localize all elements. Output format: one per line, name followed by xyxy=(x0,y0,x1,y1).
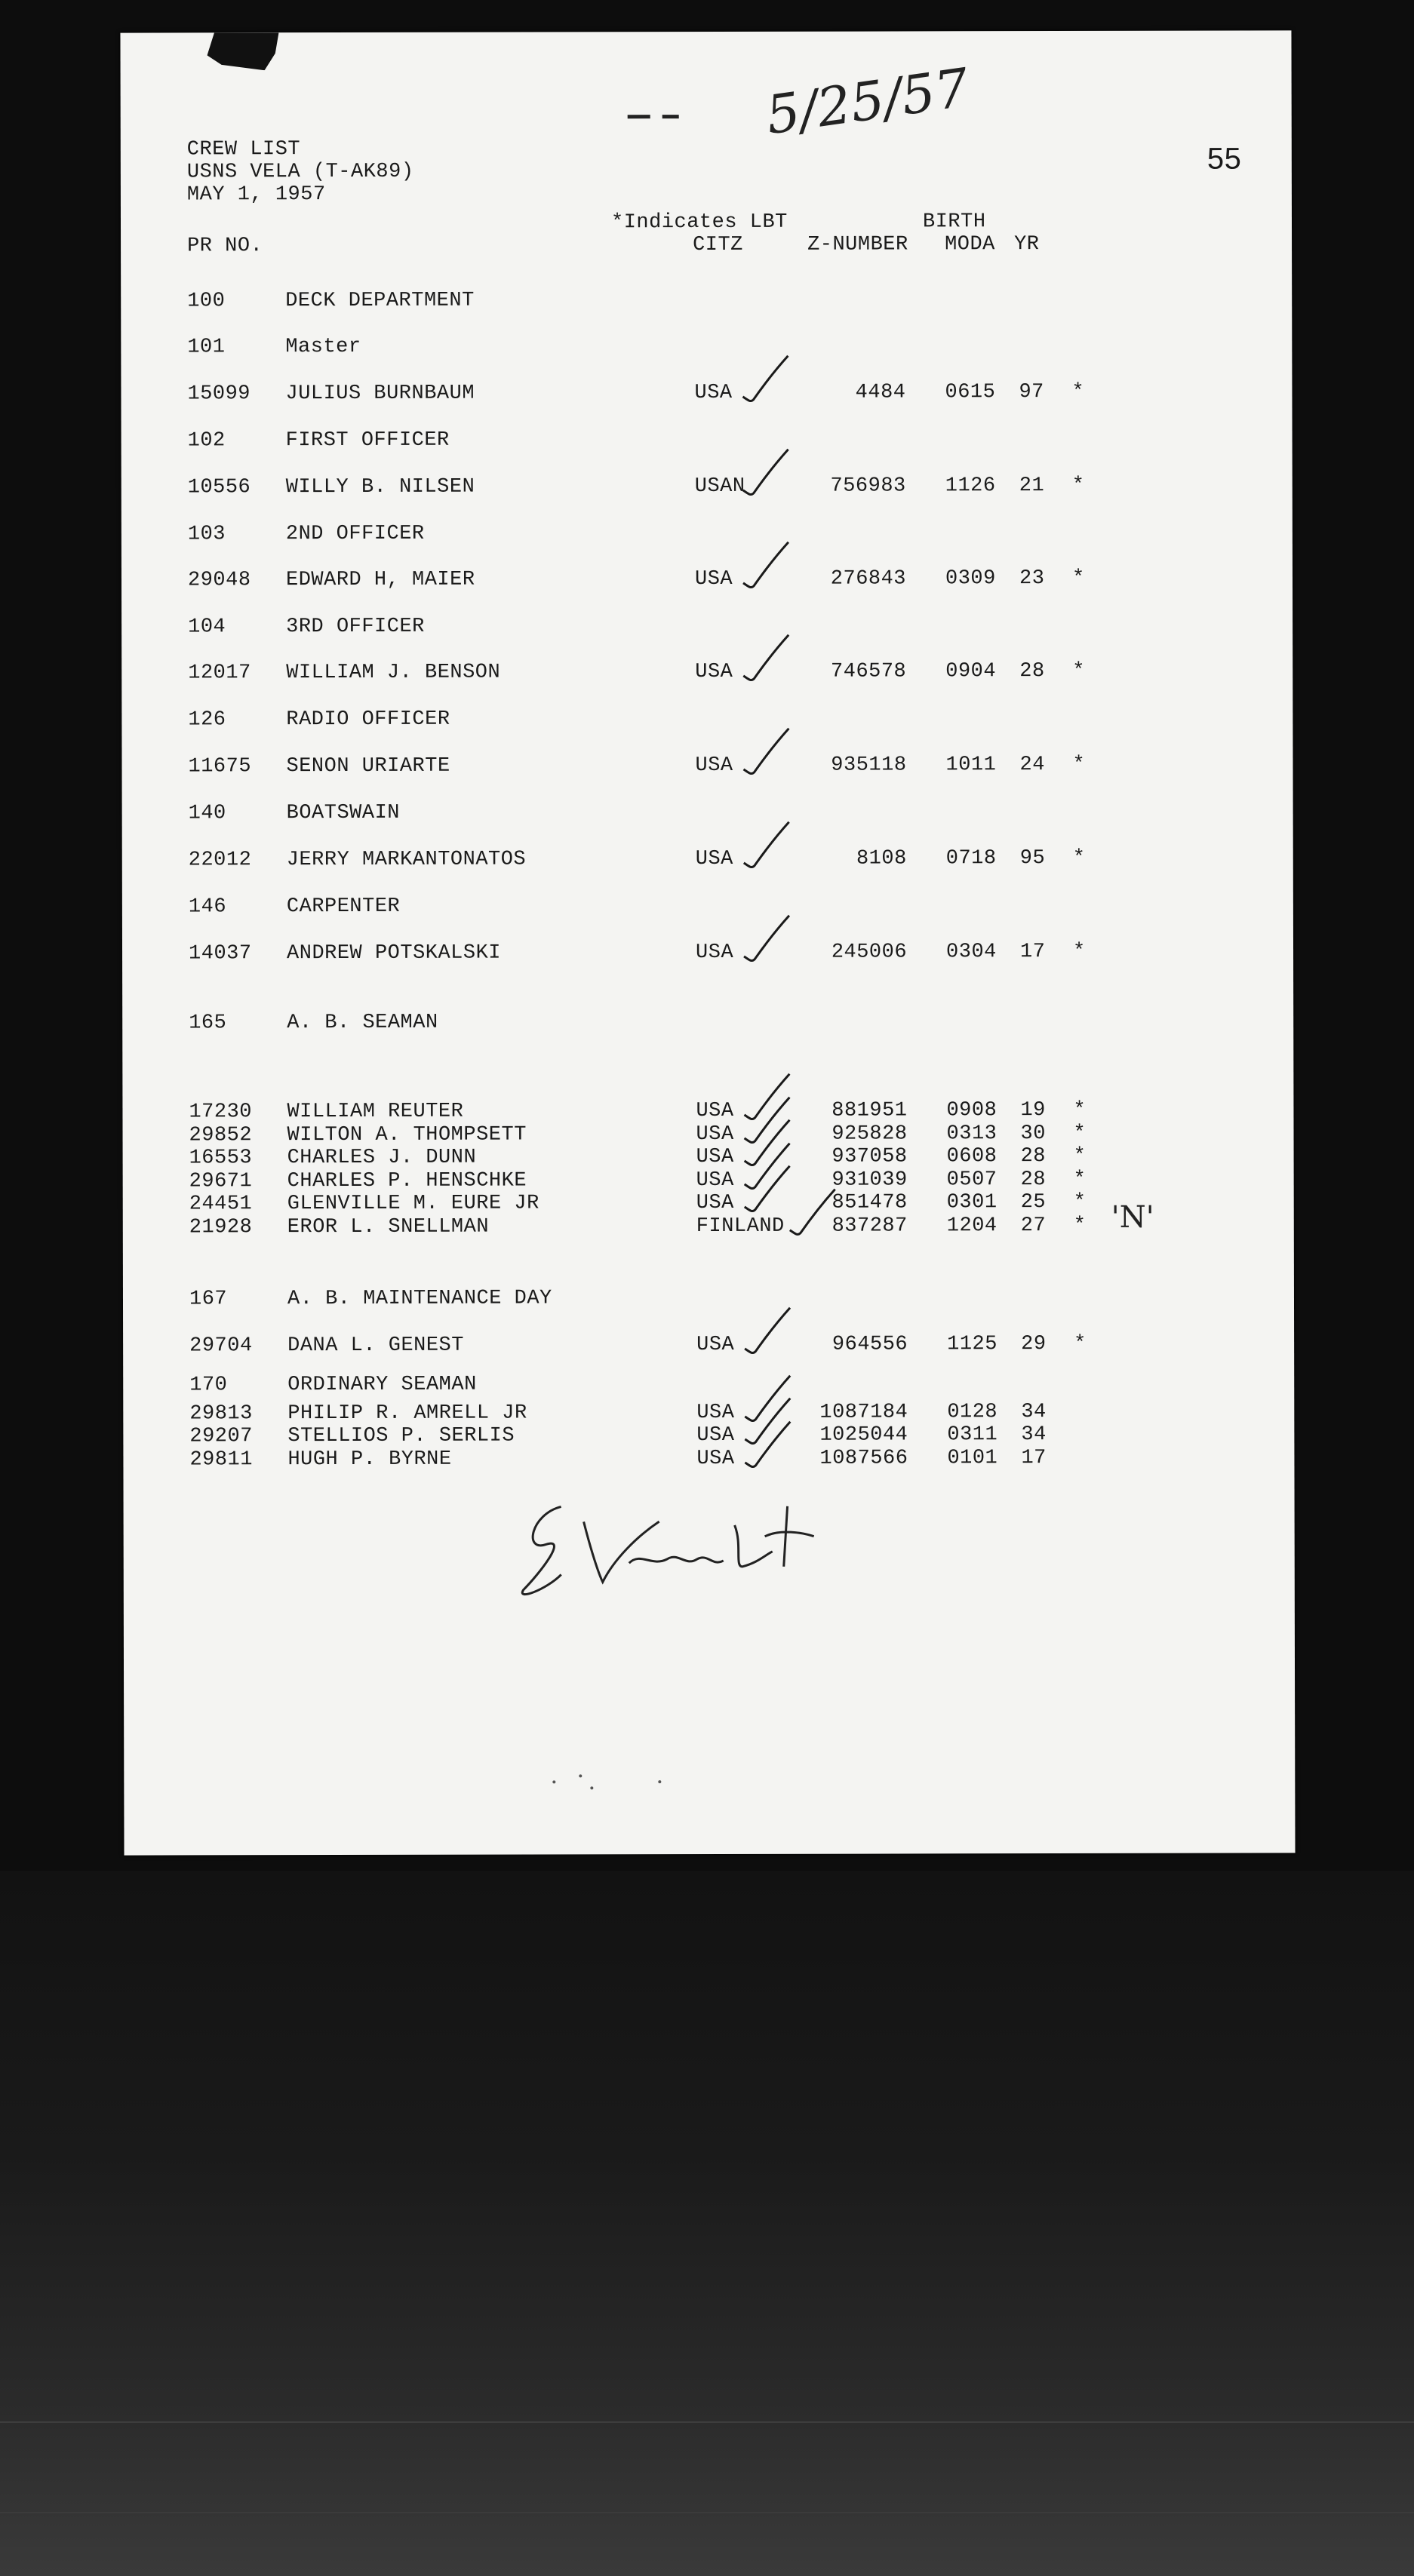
crew-name: DECK DEPARTMENT xyxy=(285,289,475,313)
citizenship: USA xyxy=(696,1447,735,1471)
crew-name: JULIUS BURNBAUM xyxy=(285,382,475,406)
birth-yr: 97 xyxy=(1019,381,1044,404)
check-mark-icon xyxy=(742,1305,795,1358)
citizenship: USA xyxy=(696,1191,734,1215)
z-number: 756983 xyxy=(830,474,906,498)
crew-name: STELLIOS P. SERLIS xyxy=(287,1424,515,1448)
lbt-mark: * xyxy=(1073,1098,1087,1122)
lbt-legend: *Indicates LBT xyxy=(610,210,788,235)
lbt-mark: * xyxy=(1072,659,1085,683)
citizenship: USA xyxy=(695,660,733,684)
pr-number: 102 xyxy=(187,429,226,453)
crew-name: WILLY B. NILSEN xyxy=(285,475,475,499)
col-header-pr: PR NO. xyxy=(187,235,263,258)
birth-moda: 0615 xyxy=(945,381,996,404)
citizenship: USA xyxy=(696,1401,735,1425)
lbt-mark: * xyxy=(1072,940,1086,963)
pr-number: 165 xyxy=(189,1012,227,1035)
crew-name: WILLIAM J. BENSON xyxy=(286,661,501,685)
crew-name: GLENVILLE M. EURE JR xyxy=(287,1192,539,1216)
col-header-birth: BIRTH xyxy=(922,210,986,234)
check-mark-icon xyxy=(739,353,792,406)
citizenship: USA xyxy=(695,754,733,778)
birth-yr: 29 xyxy=(1021,1333,1047,1356)
birth-moda: 0309 xyxy=(945,567,996,591)
z-number: 8108 xyxy=(856,847,907,870)
check-mark-icon xyxy=(742,1419,795,1472)
z-number: 1087566 xyxy=(819,1447,908,1470)
pr-number: 24451 xyxy=(189,1193,253,1216)
check-mark-icon xyxy=(740,726,793,778)
dash-mark xyxy=(628,115,650,118)
pr-number: 29813 xyxy=(189,1402,253,1426)
lbt-mark: * xyxy=(1071,380,1085,404)
birth-yr: 17 xyxy=(1019,941,1046,964)
citizenship: USA xyxy=(696,1333,735,1357)
pr-number: 10556 xyxy=(187,476,251,499)
lbt-mark: * xyxy=(1073,1144,1087,1168)
scan-artifact-line xyxy=(0,2421,1414,2423)
crew-name: WILLIAM REUTER xyxy=(287,1100,464,1124)
pr-number: 170 xyxy=(189,1374,228,1397)
crew-name: EROR L. SNELLMAN xyxy=(287,1215,490,1239)
birth-yr: 30 xyxy=(1020,1122,1046,1146)
z-number: 881951 xyxy=(831,1099,908,1122)
citizenship: USA xyxy=(695,847,733,871)
crew-name: ORDINARY SEAMAN xyxy=(287,1373,477,1397)
birth-yr: 28 xyxy=(1019,660,1045,683)
z-number: 964556 xyxy=(831,1333,908,1356)
z-number: 1025044 xyxy=(819,1423,908,1447)
lbt-mark: * xyxy=(1074,1332,1087,1356)
birth-moda: 0311 xyxy=(947,1423,998,1447)
citizenship: USA xyxy=(696,1423,735,1448)
margin-note: 'N' xyxy=(1111,1199,1154,1235)
birth-yr: 21 xyxy=(1019,474,1045,498)
pr-number: 16553 xyxy=(189,1147,253,1170)
check-mark-icon xyxy=(740,539,793,592)
crew-name: A. B. MAINTENANCE DAY xyxy=(287,1287,552,1311)
crew-name: ANDREW POTSKALSKI xyxy=(286,941,502,966)
crew-name: RADIO OFFICER xyxy=(286,708,450,732)
pr-number: 103 xyxy=(187,523,226,546)
birth-yr: 23 xyxy=(1019,567,1045,591)
citizenship: USA xyxy=(696,1168,734,1193)
col-header-z-number: Z-NUMBER xyxy=(807,233,908,256)
birth-moda: 0908 xyxy=(946,1099,997,1122)
z-number: 245006 xyxy=(831,941,908,964)
citizenship: USA xyxy=(696,1122,734,1147)
birth-yr: 19 xyxy=(1020,1099,1046,1122)
scan-background xyxy=(0,1871,1414,2576)
crew-name: WILTON A. THOMPSETT xyxy=(287,1123,527,1147)
pr-number: 22012 xyxy=(188,849,252,872)
citizenship: USA xyxy=(694,381,733,405)
pr-number: 14037 xyxy=(188,942,252,966)
check-mark-icon xyxy=(741,913,794,966)
birth-moda: 0608 xyxy=(946,1145,997,1168)
pr-number: 29207 xyxy=(189,1425,253,1448)
handwritten-date: 5/25/57 xyxy=(762,56,973,147)
citizenship: USA xyxy=(695,941,734,965)
lbt-mark: * xyxy=(1071,474,1085,497)
birth-moda: 0718 xyxy=(945,847,997,870)
z-number: 931039 xyxy=(831,1168,908,1192)
crew-name: EDWARD H, MAIER xyxy=(285,568,475,592)
pr-number: 146 xyxy=(188,895,227,919)
birth-moda: 0128 xyxy=(947,1401,998,1424)
crew-name: BOATSWAIN xyxy=(286,801,400,825)
z-number: 937058 xyxy=(831,1145,908,1168)
birth-yr: 25 xyxy=(1020,1191,1047,1214)
pr-number: 29852 xyxy=(189,1124,253,1147)
birth-moda: 0101 xyxy=(947,1447,998,1470)
citizenship: USA xyxy=(696,1099,734,1123)
citizenship: USA xyxy=(694,567,733,591)
z-number: 276843 xyxy=(830,567,907,591)
pr-number: 15099 xyxy=(187,382,251,406)
document-page xyxy=(120,30,1295,1855)
crew-name: FIRST OFFICER xyxy=(285,428,450,453)
pr-number: 140 xyxy=(188,802,226,825)
lbt-mark: * xyxy=(1072,846,1086,870)
birth-moda: 0313 xyxy=(946,1122,997,1146)
crew-name: Master xyxy=(285,335,361,359)
pr-number: 167 xyxy=(189,1288,228,1311)
crew-name: HUGH P. BYRNE xyxy=(287,1448,452,1472)
col-header-citz: CITZ xyxy=(693,233,743,257)
birth-moda: 0507 xyxy=(946,1168,997,1192)
birth-moda: 1204 xyxy=(946,1214,997,1238)
crew-name: CHARLES P. HENSCHKE xyxy=(287,1169,527,1193)
pr-number: 29048 xyxy=(187,569,251,592)
pr-number: 100 xyxy=(187,290,226,313)
punch-hole xyxy=(207,32,278,70)
pr-number: 17230 xyxy=(189,1101,253,1124)
birth-moda: 0304 xyxy=(945,941,997,964)
crew-name: SENON URIARTE xyxy=(286,754,450,778)
lbt-mark: * xyxy=(1073,1168,1087,1191)
lbt-mark: * xyxy=(1073,1214,1087,1237)
ship-name: USNS VELA (T-AK89) xyxy=(186,160,414,184)
z-number: 851478 xyxy=(831,1191,908,1214)
check-mark-icon xyxy=(740,632,793,685)
crew-name: A. B. SEAMAN xyxy=(287,1011,438,1035)
pr-number: 29704 xyxy=(189,1334,253,1358)
birth-yr: 95 xyxy=(1019,847,1046,870)
birth-yr: 34 xyxy=(1021,1401,1047,1424)
check-mark-icon xyxy=(740,447,793,499)
doc-title: CREW LIST xyxy=(186,138,301,161)
pr-number: 12017 xyxy=(188,662,251,685)
pr-number: 21928 xyxy=(189,1216,253,1239)
z-number: 935118 xyxy=(831,754,907,777)
pr-number: 101 xyxy=(187,336,226,359)
birth-moda: 0301 xyxy=(946,1191,997,1214)
crew-name: DANA L. GENEST xyxy=(287,1334,464,1358)
signature-graphic xyxy=(516,1491,833,1605)
citizenship: USAN xyxy=(694,474,745,499)
doc-date: MAY 1, 1957 xyxy=(186,183,326,207)
z-number: 925828 xyxy=(831,1122,908,1146)
page-number: 55 xyxy=(1207,142,1242,176)
birth-moda: 0904 xyxy=(945,660,997,683)
pr-number: 29811 xyxy=(189,1448,253,1472)
crew-name: CARPENTER xyxy=(286,895,401,919)
crew-name: 3RD OFFICER xyxy=(286,615,425,639)
lbt-mark: * xyxy=(1071,566,1085,590)
birth-yr: 28 xyxy=(1020,1145,1047,1168)
birth-moda: 1125 xyxy=(947,1333,997,1356)
crew-name: CHARLES J. DUNN xyxy=(287,1146,477,1170)
birth-yr: 28 xyxy=(1020,1168,1047,1192)
scan-artifact-line xyxy=(0,2512,1414,2513)
col-header-moda: MODA xyxy=(945,233,995,256)
crew-name: JERRY MARKANTONATOS xyxy=(286,848,527,872)
birth-yr: 34 xyxy=(1021,1423,1047,1447)
lbt-mark: * xyxy=(1072,753,1086,776)
z-number: 4484 xyxy=(855,381,906,404)
pr-number: 126 xyxy=(188,708,226,732)
citizenship: FINLAND xyxy=(696,1214,785,1239)
citizenship: USA xyxy=(696,1145,734,1169)
dash-mark xyxy=(662,115,679,118)
z-number: 746578 xyxy=(830,660,907,683)
birth-yr: 24 xyxy=(1019,754,1045,777)
lbt-mark: * xyxy=(1073,1122,1087,1145)
birth-yr: 17 xyxy=(1021,1447,1047,1470)
crew-name: 2ND OFFICER xyxy=(285,522,425,546)
birth-moda: 1011 xyxy=(945,754,997,777)
crew-name: PHILIP R. AMRELL JR xyxy=(287,1402,527,1426)
pr-number: 11675 xyxy=(188,755,252,778)
check-mark-icon xyxy=(741,819,794,872)
birth-moda: 1126 xyxy=(945,474,996,498)
pr-number: 29671 xyxy=(189,1170,253,1193)
z-number: 837287 xyxy=(831,1214,908,1238)
lbt-mark: * xyxy=(1073,1190,1087,1214)
z-number: 1087184 xyxy=(819,1401,908,1424)
pr-number: 104 xyxy=(188,616,226,639)
check-mark-icon xyxy=(787,1187,840,1239)
col-header-yr: YR xyxy=(1014,233,1040,256)
birth-yr: 27 xyxy=(1020,1214,1047,1238)
speck-marks xyxy=(546,1767,697,1797)
